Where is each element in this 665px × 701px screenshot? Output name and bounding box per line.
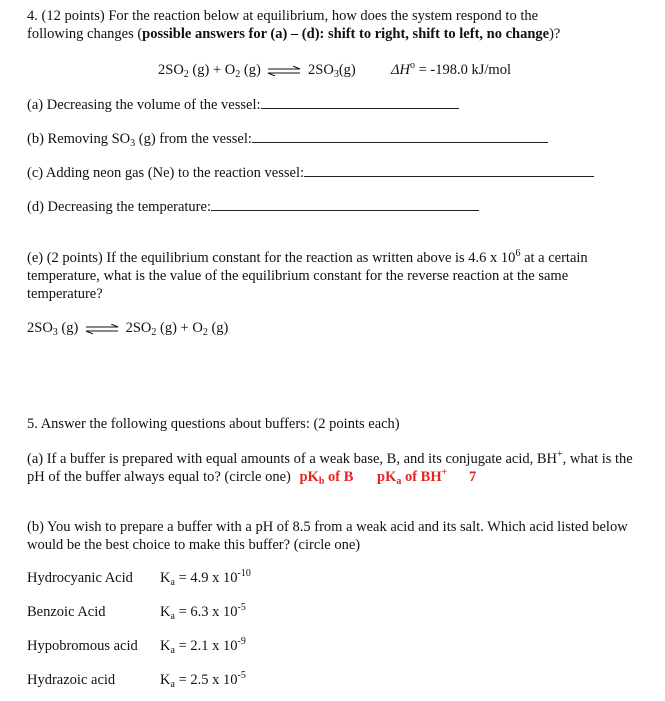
answer-blank-c[interactable] <box>304 164 594 177</box>
acid-name[interactable]: Hypobromous acid <box>27 638 138 654</box>
acid-name[interactable]: Hydrocyanic Acid <box>27 570 133 586</box>
q4-reaction-equation: $2SO_2$ $(g) + O_2$ (g) $2SO_3(g)$ <box>158 62 356 80</box>
acid-ka: $K_a = 6.3$ x $10^{-5}$ <box>160 602 246 622</box>
equilibrium-arrow-icon <box>267 66 301 76</box>
q5-part-a: (a) If a buffer is prepared with equal amounts of a weak base, B, and its conjugate acid, BH+, what is the pH of the buffer always equal to? (circle one) $pK_b$ of B $pK_a$ of BH+ 7 <box>27 449 633 487</box>
q4-enthalpy: $\Delta H^o = -198.0$ kJ/mol <box>391 60 511 78</box>
q4-header-line1: 4. (12 points) For the reaction below at equilibrium, how does the system respond to the <box>27 8 539 24</box>
choice-pkb[interactable]: $pK_b$ of B <box>299 469 354 487</box>
answer-blank-b[interactable] <box>252 130 548 143</box>
choice-pka[interactable]: $pK_a$ of BH+ <box>377 467 448 487</box>
answer-blank-d[interactable] <box>211 198 479 211</box>
q4-header <box>27 7 637 43</box>
acid-name[interactable]: Hydrazoic acid <box>27 672 116 688</box>
equilibrium-arrow-icon <box>85 324 119 334</box>
choice-7[interactable]: 7 <box>468 469 477 485</box>
acid-ka: $K_a = 2.5$ x $10^{-5}$ <box>160 670 246 690</box>
q4-reverse-reaction: $2SO_3$ (g) $2SO_2$ $(g) + O_2$ (g) <box>27 320 229 338</box>
q4-part-e: (e) (2 points) If the equilibrium constant for the reaction as written above is 4.6 x $10^6$ at a certain temperature, what is the value of the equilibrium constant for the reverse reaction at the same temperature? <box>27 248 588 302</box>
q5-part-b: (b) You wish to prepare a buffer with a pH of 8.5 from a weak acid and its salt. Which acid listed below would be the best choice to make this buffer? (circle one) <box>27 519 628 553</box>
q4-part-c: (c) Adding neon gas (Ne) to the reaction vessel: <box>27 164 594 182</box>
q5-header: 5. Answer the following questions about buffers: (2 points each) <box>27 416 400 432</box>
answer-blank-a[interactable] <box>261 96 459 109</box>
q4-part-a: (a) Decreasing the volume of the vessel: <box>27 96 459 114</box>
acid-ka: $K_a = 2.1$ x $10^{-9}$ <box>160 636 246 656</box>
acid-ka: $K_a = 4.9$ x $10^{-10}$ <box>160 568 251 588</box>
q4-header-line2: following changes (possible answers for (a) – (d): shift to right, shift to left, no change)? <box>27 26 561 42</box>
q4-possible-answers: possible answers for (a) – (d): shift to right, shift to left, no change <box>142 26 550 42</box>
q4-part-b: (b) Removing $SO_3$ (g) from the vessel: <box>27 130 548 148</box>
q4-part-d: (d) Decreasing the temperature: <box>27 198 479 216</box>
acid-name[interactable]: Benzoic Acid <box>27 604 106 620</box>
